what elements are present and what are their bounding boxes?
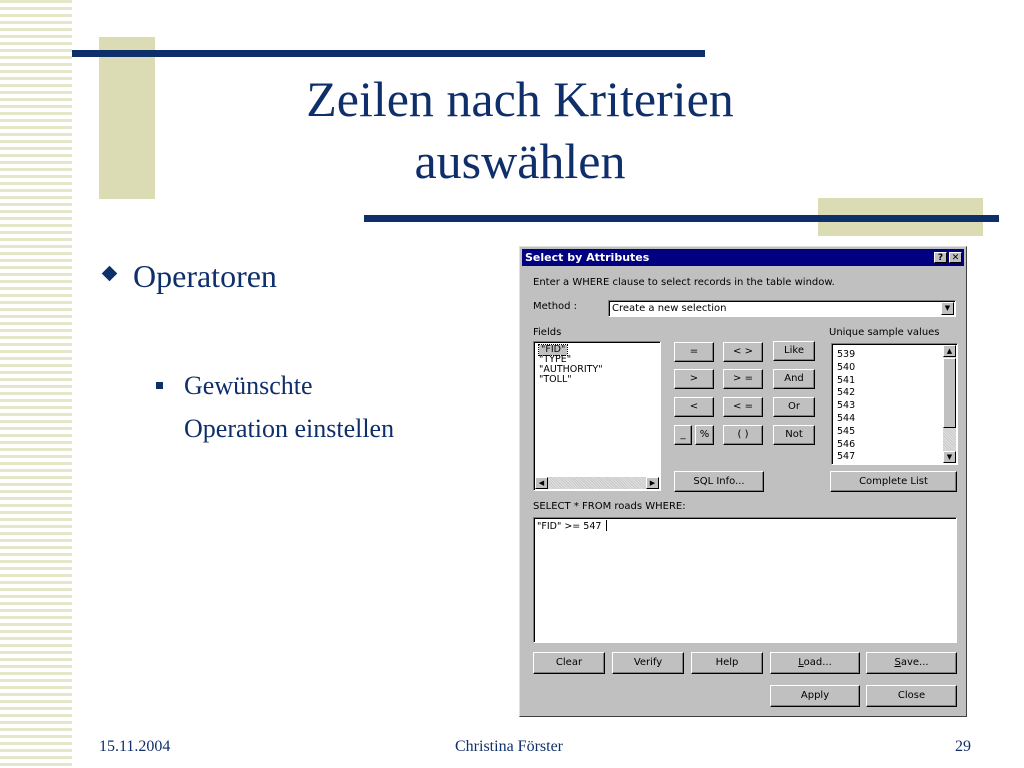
operator-not-equal-button[interactable]: < >: [723, 342, 763, 362]
method-value: Create a new selection: [612, 303, 727, 314]
help-icon[interactable]: ?: [934, 252, 947, 263]
sql-info-button[interactable]: SQL Info...: [674, 471, 764, 492]
text-cursor: [606, 520, 607, 531]
complete-list-button[interactable]: Complete List: [830, 471, 957, 492]
field-list-item[interactable]: [536, 375, 603, 385]
verify-button[interactable]: Verify: [612, 652, 684, 674]
operator-parentheses-button[interactable]: ( ): [723, 425, 763, 445]
operator-greater-equal-button[interactable]: > =: [723, 369, 763, 389]
close-button[interactable]: Close: [866, 685, 957, 707]
method-dropdown[interactable]: [608, 300, 956, 317]
operator-percent-button[interactable]: %: [695, 425, 714, 445]
operator-not-button[interactable]: Not: [773, 425, 815, 445]
operator-equals-button[interactable]: =: [674, 342, 714, 362]
slide-title: [200, 68, 840, 192]
dialog-titlebar[interactable]: [522, 249, 964, 266]
save-button[interactable]: Save...: [866, 652, 957, 674]
diamond-bullet-icon: [102, 266, 118, 282]
fields-list[interactable]: [533, 341, 661, 491]
unique-values-items: [834, 349, 855, 464]
sub-bullet: [156, 364, 404, 450]
unique-value-item[interactable]: 540: [837, 361, 856, 373]
decorative-line-bottom: [364, 215, 999, 222]
field-name: "AUTHORITY": [539, 364, 603, 375]
fields-label: Fields: [533, 327, 562, 338]
select-by-attributes-dialog: [519, 246, 967, 717]
fields-items: [536, 345, 603, 385]
square-bullet-icon: [156, 382, 163, 389]
unique-values-list[interactable]: [831, 343, 958, 465]
sub-bullet-text: Gewünschte Operation einstellen: [184, 371, 395, 443]
decorative-tan-block-left: [99, 37, 155, 199]
close-icon[interactable]: ✕: [949, 252, 962, 263]
unique-value-item[interactable]: 543: [837, 400, 856, 412]
unique-value-item[interactable]: 545: [837, 425, 856, 437]
operator-underscore-button[interactable]: _: [674, 425, 692, 445]
help-button[interactable]: Help: [691, 652, 763, 674]
operator-less-equal-button[interactable]: < =: [723, 397, 763, 417]
scroll-left-icon[interactable]: ◀: [535, 477, 548, 489]
method-label: Method :: [533, 301, 578, 312]
scroll-right-icon[interactable]: ▶: [646, 477, 659, 489]
unique-value-item[interactable]: 542: [837, 387, 856, 399]
decorative-stripes: [0, 0, 72, 768]
operator-like-button[interactable]: Like: [773, 341, 815, 361]
footer-author: Christina Förster: [455, 738, 563, 755]
sql-prefix-label: SELECT * FROM roads WHERE:: [533, 501, 686, 512]
unique-value-item[interactable]: 544: [837, 412, 856, 424]
where-clause-textarea[interactable]: [533, 517, 957, 643]
bullet-operatoren: [104, 258, 277, 295]
scroll-down-icon[interactable]: ▼: [943, 451, 956, 463]
fields-horizontal-scrollbar[interactable]: [535, 477, 659, 489]
field-name: "TYPE": [539, 354, 572, 365]
load-button[interactable]: Load...: [770, 652, 860, 674]
decorative-line-top: [72, 50, 705, 57]
unique-value-item[interactable]: 539: [837, 349, 856, 360]
apply-button[interactable]: Apply: [770, 685, 860, 707]
instruction-text: Enter a WHERE clause to select records in the table window.: [533, 277, 835, 288]
unique-value-item[interactable]: 546: [837, 438, 856, 450]
slide-title-line1: Zeilen nach Kriterien: [306, 71, 734, 127]
operator-greater-button[interactable]: >: [674, 369, 714, 389]
operator-or-button[interactable]: Or: [773, 397, 815, 417]
field-name: "TOLL": [539, 374, 572, 385]
operator-and-button[interactable]: And: [773, 369, 815, 389]
scrollbar-thumb[interactable]: [943, 358, 956, 428]
clear-button[interactable]: Clear: [533, 652, 605, 674]
unique-value-item[interactable]: 541: [837, 374, 856, 386]
chevron-down-icon[interactable]: ▼: [941, 302, 954, 315]
footer-page-number: 29: [955, 738, 971, 755]
dialog-title: Select by Attributes: [525, 251, 650, 264]
scroll-up-icon[interactable]: ▲: [943, 345, 956, 357]
where-clause-text: "FID" >= 547: [537, 521, 602, 532]
slide-title-line2: auswählen: [414, 133, 626, 189]
operator-less-button[interactable]: <: [674, 397, 714, 417]
unique-value-item[interactable]: 547: [837, 451, 856, 463]
field-name: "FID": [541, 344, 566, 355]
unique-values-label: Unique sample values: [829, 327, 940, 338]
footer-date: 15.11.2004: [99, 738, 171, 755]
bullet-text: Operatoren: [133, 258, 277, 294]
